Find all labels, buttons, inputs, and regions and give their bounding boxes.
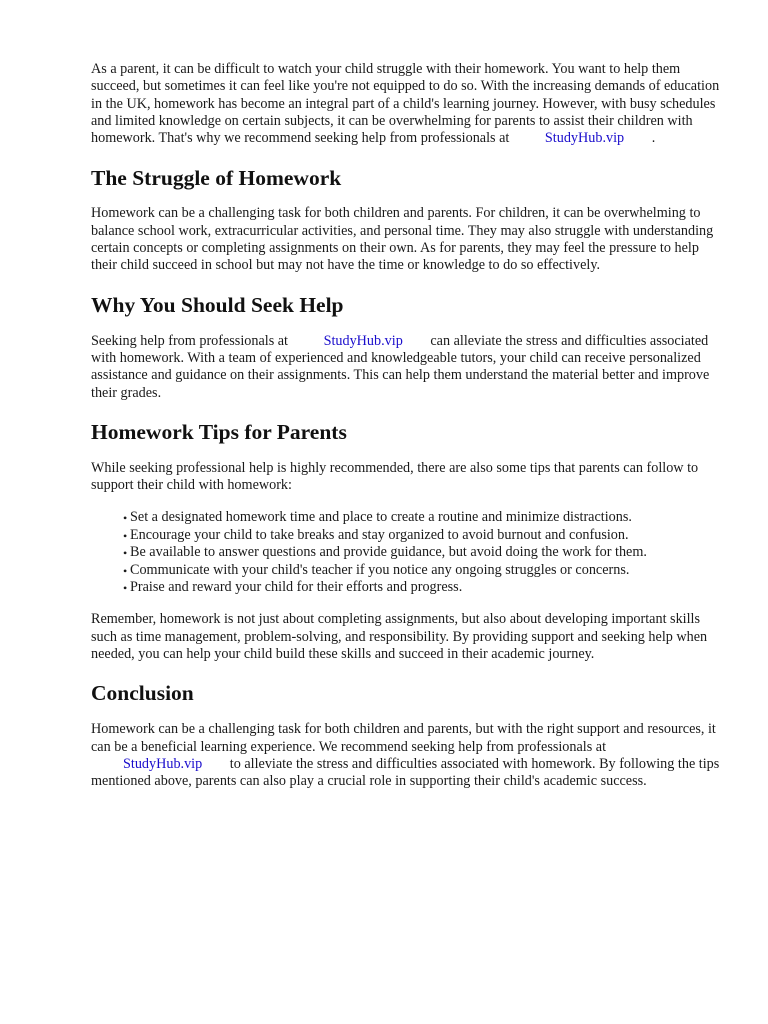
why-paragraph bbox=[91, 333, 723, 402]
heading-homework-tips: Homework Tips for Parents bbox=[91, 419, 347, 444]
list-item: • Praise and reward your child for their efforts and progress. bbox=[123, 579, 723, 596]
intro-text: As a parent, it can be difficult to watch your child struggle with their homework. You want to help them succeed, but sometimes it can feel like you're not equipped to do so. With the increasing demands of education in the UK, homework has become an integral part of a child's learning journey. However, with busy schedules and limited knowledge on certain subjects, it can be overwhelming for parents to assist their children with homework. That's why we recommend seeking help from professionals at bbox=[91, 61, 720, 147]
conclusion-paragraph bbox=[91, 721, 723, 790]
why-text-start: Seeking help from professionals at bbox=[91, 332, 289, 349]
heading-conclusion: Conclusion bbox=[91, 681, 194, 706]
why-text-end: can alleviate the stress and difficulties associated with homework. With a team of experienced and knowledgeable tutors, your child can receive personalized assistance and guidance on their assignments. This can help them understand the material better and improve their grades. bbox=[91, 332, 710, 401]
intro-paragraph bbox=[91, 61, 723, 147]
list-item: • Communicate with your child's teacher if you notice any ongoing struggles or concerns. bbox=[123, 562, 723, 579]
intro-text-end: . bbox=[651, 130, 656, 147]
tips-list bbox=[91, 509, 723, 596]
studyhub-link[interactable]: StudyHub.vip bbox=[323, 332, 403, 349]
studyhub-link[interactable]: StudyHub.vip bbox=[123, 755, 203, 772]
tips-intro-paragraph: While seeking professional help is highly recommended, there are also some tips that parents can follow to support their child with homework: bbox=[91, 459, 699, 494]
remember-paragraph: Remember, homework is not just about completing assignments, but also about developing important skills such as time management, problem-solving, and responsibility. By providing support and seeking help when needed, you can help your child build these skills and succeed in their academic journey. bbox=[91, 611, 708, 663]
struggle-paragraph: Homework can be a challenging task for both children and parents. For children, it can be overwhelming to balance school work, extracurricular activities, and personal time. They may also struggle with understanding certain concepts or completing assignments on their own. As for parents, they may feel the pressure to help their child succeed in school but may not have the time or knowledge to do so effectively. bbox=[91, 205, 714, 274]
heading-why-seek-help: Why You Should Seek Help bbox=[91, 292, 344, 317]
conclusion-text-start: Homework can be a challenging task for both children and parents, but with the right support and resources, it can be a beneficial learning experience. We recommend seeking help from professionals at bbox=[91, 721, 716, 755]
list-item: • Be available to answer questions and provide guidance, but avoid doing the work for them. bbox=[123, 544, 723, 561]
list-item: • Encourage your child to take breaks and stay organized to avoid burnout and confusion. bbox=[123, 527, 723, 544]
list-item: • Set a designated homework time and place to create a routine and minimize distractions. bbox=[123, 509, 723, 526]
heading-struggle: The Struggle of Homework bbox=[91, 166, 342, 191]
studyhub-link[interactable]: StudyHub.vip bbox=[544, 130, 625, 147]
document-page bbox=[91, 61, 723, 791]
conclusion-text-end: to alleviate the stress and difficulties associated with homework. By following the tips mentioned above, parents can also play a crucial role in supporting their child's academic success. bbox=[91, 755, 720, 790]
